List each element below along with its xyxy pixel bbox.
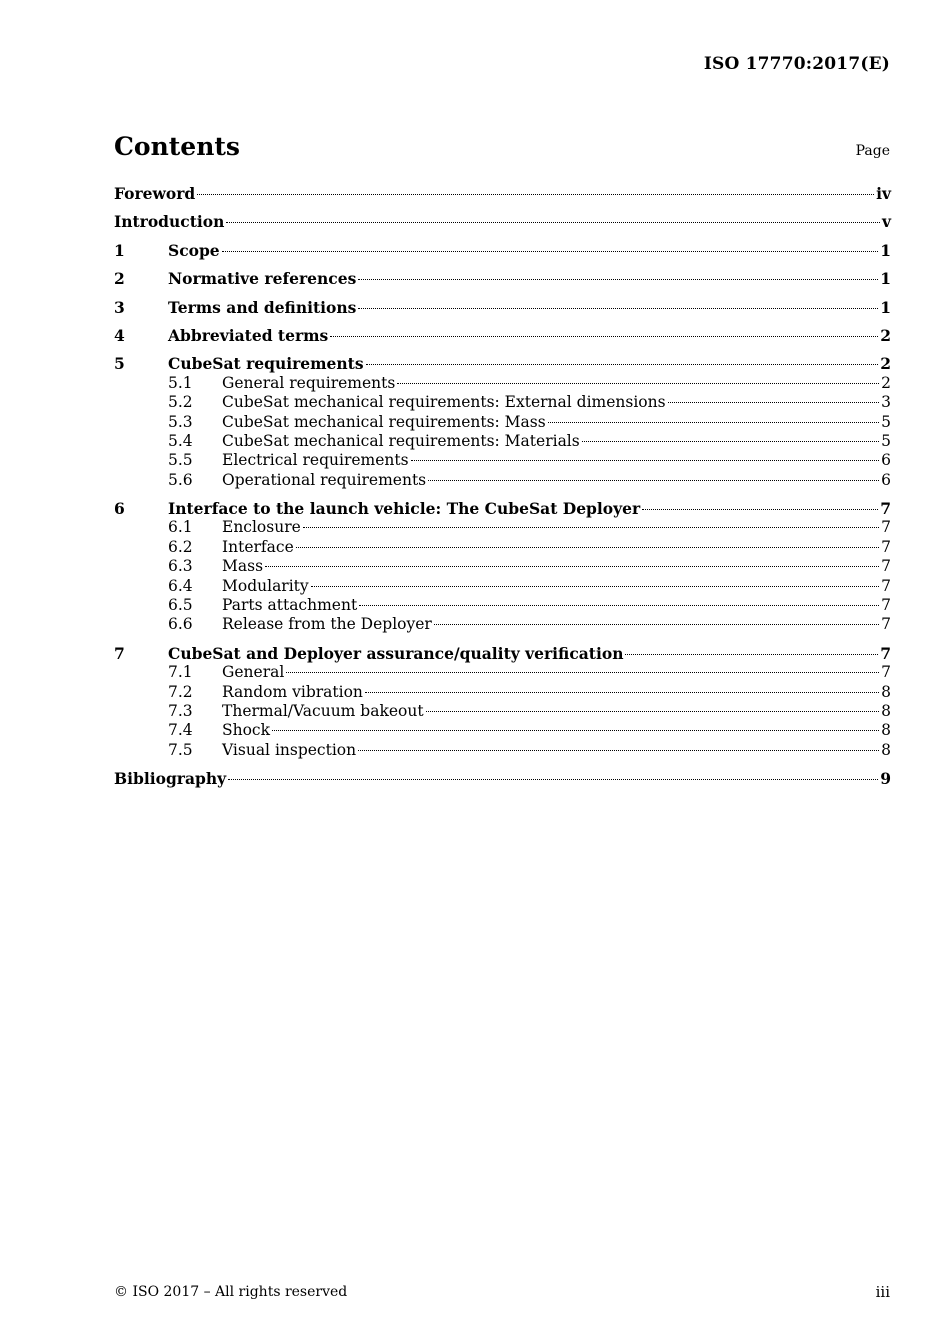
dot-leader — [197, 194, 874, 195]
toc-entry-number: 6.1 — [168, 518, 193, 537]
toc-entry[interactable] — [114, 354, 891, 373]
toc-entry-title: Thermal/Vacuum bakeout — [222, 701, 424, 720]
toc-entry[interactable] — [114, 499, 891, 518]
contents-heading: Contents — [114, 132, 241, 161]
toc-entry-number: 5 — [114, 354, 125, 374]
toc-entry-title: Operational requirements — [222, 470, 427, 489]
toc-entry[interactable] — [114, 769, 891, 788]
toc-entry-title: Abbreviated terms — [168, 325, 329, 345]
table-of-contents — [114, 184, 891, 789]
toc-entry-page: 2 — [880, 354, 891, 374]
dot-leader — [265, 566, 879, 567]
dot-leader — [311, 586, 879, 587]
toc-entry-number: 7.2 — [168, 682, 193, 701]
toc-subentry[interactable] — [114, 663, 891, 682]
toc-subentry[interactable] — [114, 393, 891, 412]
toc-entry-page: 6 — [881, 470, 891, 489]
toc-entry-title: Bibliography — [114, 769, 227, 789]
toc-subentry[interactable] — [114, 721, 891, 740]
toc-entry-page: 7 — [881, 663, 891, 682]
toc-entry-number: 7.4 — [168, 721, 193, 740]
toc-entry-page: 7 — [881, 576, 891, 595]
toc-entry-title: Terms and definitions — [168, 297, 357, 317]
toc-entry[interactable] — [114, 212, 891, 231]
dot-leader — [330, 336, 878, 337]
dot-leader — [272, 730, 879, 731]
toc-entry-title: Enclosure — [222, 518, 301, 537]
toc-entry-number: 5.1 — [168, 373, 193, 392]
toc-entry-title: Interface — [222, 537, 294, 556]
toc-entry-title: Scope — [168, 240, 220, 260]
dot-leader — [411, 460, 880, 461]
dot-leader — [397, 383, 879, 384]
toc-entry-title: Release from the Deployer — [222, 615, 432, 634]
toc-entry-page: 1 — [880, 240, 891, 260]
dot-leader — [434, 624, 879, 625]
toc-entry-page: 7 — [881, 557, 891, 576]
toc-entry-number: 7.5 — [168, 740, 193, 759]
toc-entry[interactable] — [114, 644, 891, 663]
toc-entry-number: 6.6 — [168, 615, 193, 634]
dot-leader — [222, 251, 879, 252]
toc-entry-title: Mass — [222, 557, 264, 576]
toc-entry-number: 6 — [114, 499, 125, 519]
toc-subentry[interactable] — [114, 471, 891, 490]
dot-leader — [625, 654, 878, 655]
toc-entry-number: 6.2 — [168, 537, 193, 556]
toc-entry-page: 1 — [880, 297, 891, 317]
dot-leader — [303, 527, 879, 528]
dot-leader — [365, 692, 879, 693]
toc-entry-number: 5.2 — [168, 393, 193, 412]
toc-entry-page: iv — [876, 184, 891, 203]
toc-entry-page: 2 — [880, 325, 891, 345]
toc-subentry[interactable] — [114, 741, 891, 760]
toc-entry-number: 7 — [114, 643, 125, 663]
page-column-label: Page — [855, 143, 890, 159]
toc-entry-title: General — [222, 663, 285, 682]
footer-copyright: © ISO 2017 – All rights reserved — [114, 1284, 348, 1300]
dot-leader — [642, 509, 878, 510]
toc-entry-number: 5.4 — [168, 431, 193, 450]
toc-entry-page: 7 — [881, 537, 891, 556]
toc-entry-page: 3 — [881, 393, 891, 412]
dot-leader — [358, 308, 878, 309]
toc-entry-page: 7 — [881, 596, 891, 615]
toc-entry-title: Random vibration — [222, 682, 363, 701]
toc-entry-title: CubeSat requirements — [168, 354, 364, 374]
toc-entry-page: 7 — [880, 643, 891, 663]
toc-subentry[interactable] — [114, 683, 891, 702]
dot-leader — [428, 480, 879, 481]
dot-leader — [226, 222, 880, 223]
dot-leader — [668, 402, 880, 403]
toc-entry-page: v — [881, 212, 891, 232]
toc-subentry[interactable] — [114, 702, 891, 721]
toc-entry-number: 7.1 — [168, 663, 193, 682]
toc-entry-title: Parts attachment — [222, 596, 358, 615]
toc-entry-page: 8 — [881, 682, 891, 701]
toc-entry-page: 7 — [880, 499, 891, 519]
toc-entry-page: 7 — [881, 615, 891, 634]
toc-entry-number: 6.5 — [168, 596, 193, 615]
toc-entry-title: Shock — [222, 721, 271, 740]
dot-leader — [228, 779, 878, 780]
dot-leader — [548, 422, 879, 423]
toc-subentry[interactable] — [114, 577, 891, 596]
toc-entry-number: 6.3 — [168, 557, 193, 576]
toc-entry-number: 4 — [114, 325, 125, 345]
dot-leader — [358, 750, 879, 751]
dot-leader — [366, 364, 879, 365]
toc-entry[interactable] — [114, 269, 891, 288]
toc-subentry[interactable] — [114, 451, 891, 470]
toc-entry[interactable] — [114, 184, 891, 203]
toc-entry-title: Electrical requirements — [222, 451, 409, 470]
toc-entry-number: 5.3 — [168, 412, 193, 431]
toc-subentry[interactable] — [114, 413, 891, 432]
toc-subentry[interactable] — [114, 432, 891, 451]
toc-entry[interactable] — [114, 241, 891, 260]
dot-leader — [582, 441, 879, 442]
toc-entry-number: 6.4 — [168, 576, 193, 595]
toc-entry-title: CubeSat and Deployer assurance/quality verification — [168, 643, 624, 663]
toc-entry[interactable] — [114, 326, 891, 345]
toc-entry-page: 9 — [880, 769, 891, 789]
dot-leader — [426, 711, 880, 712]
toc-entry-page: 5 — [881, 412, 891, 431]
toc-entry-title: Foreword — [114, 184, 196, 203]
toc-entry-page: 7 — [881, 518, 891, 537]
toc-entry-title: CubeSat mechanical requirements: Materials — [222, 431, 580, 450]
toc-entry-number: 2 — [114, 269, 125, 289]
toc-entry-page: 8 — [881, 740, 891, 759]
dot-leader — [286, 672, 879, 673]
toc-entry-page: 5 — [881, 431, 891, 450]
footer-page-number: iii — [875, 1283, 890, 1301]
toc-subentry[interactable] — [114, 596, 891, 615]
toc-entry-number: 3 — [114, 297, 125, 317]
toc-entry-page: 2 — [881, 373, 891, 392]
dot-leader — [359, 605, 879, 606]
toc-entry-title: Normative references — [168, 269, 357, 289]
toc-entry-number: 1 — [114, 240, 125, 260]
document-id: ISO 17770:2017(E) — [703, 54, 890, 74]
toc-entry-number: 5.5 — [168, 451, 193, 470]
toc-entry-page: 8 — [881, 721, 891, 740]
toc-entry-title: Modularity — [222, 576, 309, 595]
toc-entry-title: Introduction — [114, 212, 225, 232]
toc-entry-page: 6 — [881, 451, 891, 470]
toc-entry-number: 5.6 — [168, 470, 193, 489]
toc-subentry[interactable] — [114, 518, 891, 537]
toc-entry-page: 8 — [881, 701, 891, 720]
dot-leader — [296, 547, 879, 548]
toc-entry-title: Interface to the launch vehicle: The CubeSat Deployer — [168, 499, 641, 519]
toc-subentry[interactable] — [114, 615, 891, 634]
toc-entry-page: 1 — [880, 269, 891, 289]
toc-entry-number: 7.3 — [168, 701, 193, 720]
dot-leader — [358, 279, 878, 280]
toc-entry-title: Visual inspection — [222, 740, 357, 759]
toc-subentry[interactable] — [114, 374, 891, 393]
toc-entry-title: CubeSat mechanical requirements: Mass — [222, 412, 546, 431]
toc-subentry[interactable] — [114, 538, 891, 557]
toc-entry[interactable] — [114, 298, 891, 317]
toc-entry-title: CubeSat mechanical requirements: External dimensions — [222, 393, 666, 412]
toc-entry-title: General requirements — [222, 373, 396, 392]
toc-subentry[interactable] — [114, 557, 891, 576]
